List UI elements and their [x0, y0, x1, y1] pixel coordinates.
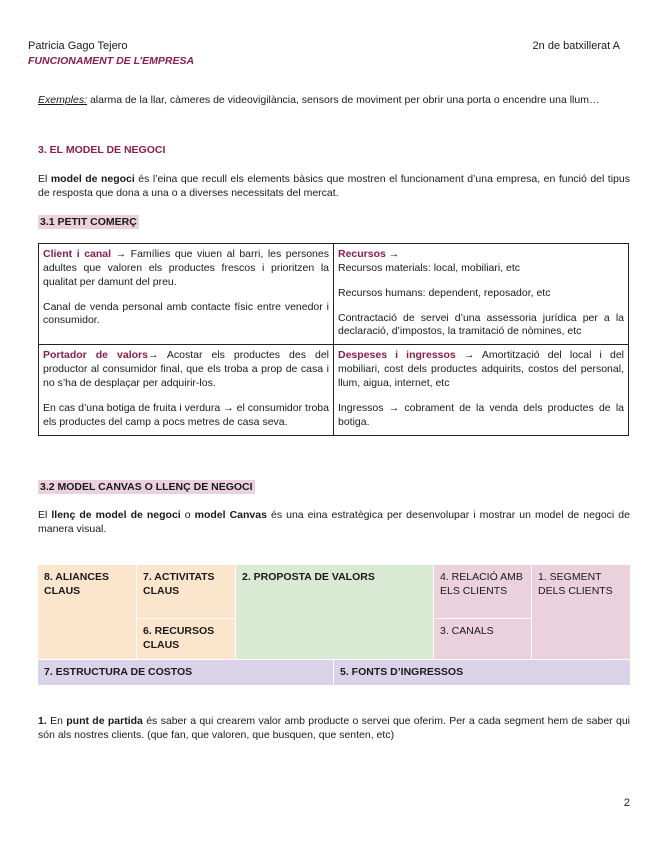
- canvas-intro-post: és una eina estratègica per desenvolupar i mostrar un model de negoci de manera visual.: [38, 509, 630, 535]
- page-number: 2: [623, 797, 630, 809]
- author-name: Patricia Gago Tejero: [28, 40, 128, 52]
- point-1-text: és saber a qui crearem valor amb producte o servei que oferim. Per a cada segment hem de saber qui són als nostres clients. (que fan, que valoren, que busquen, que senten, etc): [38, 715, 630, 741]
- course-label: 2n de batxillerat A: [532, 40, 620, 52]
- section-31-title: 3.1 PETIT COMERÇ: [40, 216, 137, 228]
- value-cell: [39, 345, 334, 435]
- income-text: Ingressos → cobrament de la venda dels productes de la botiga.: [338, 401, 624, 428]
- channel-text: Canal de venda personal amb contacte físic entre venedor i consumidor.: [43, 300, 329, 327]
- section-31-heading: [38, 216, 630, 230]
- canvas-customer-segments: 1. SEGMENT DELS CLIENTS: [532, 565, 631, 660]
- client-channel-cell: [39, 244, 334, 345]
- resources-label: Recursos: [338, 248, 386, 260]
- resources-service: Contractació de servei d’una assessoria jurídica per a la declaració, d’impostos, la tramitació de nòmines, etc: [338, 311, 624, 338]
- value-text: → Acostar els productes des del productor al consumidor final, que els troba a prop de casa i no s’ha de desplaçar per adquirir-los.: [43, 349, 329, 390]
- resources-arrow: →: [385, 248, 400, 260]
- canvas-customer-relationships: 4. RELACIÓ AMB ELS CLIENTS: [434, 565, 532, 619]
- canvas-intro-bold1: llenç de model de negoci: [51, 509, 181, 521]
- client-text: → Famílies que viuen al barri, les persones adultes que valoren els productes frescos i prioritzen la qualitat per damunt del preu.: [43, 248, 329, 288]
- canvas-intro-bold2: model Canvas: [194, 509, 267, 521]
- examples-text: alarma de la llar, càmeres de videovigilància, sensors de moviment per obrir una porta o encendre una llum…: [87, 94, 600, 106]
- resources-cell: [334, 244, 629, 345]
- canvas-cost-structure: 7. ESTRUCTURA DE COSTOS: [38, 660, 334, 686]
- section-32-intro: [38, 509, 630, 537]
- canvas-key-partners: 8. ALIANCES CLAUS: [38, 565, 137, 660]
- point-1-paragraph: [38, 715, 630, 743]
- canvas-intro-mid: o: [180, 509, 195, 521]
- client-label: Client i canal: [43, 248, 112, 260]
- resources-human: Recursos humans: dependent, reposador, etc: [338, 286, 551, 299]
- canvas-key-activities: 7. ACTIVITATS CLAUS: [137, 565, 236, 619]
- intro-post: és l’eina que recull els elements bàsics que mostren el funcionament d’una empresa, en funció del tipus de resposta que dona a una o a diverses necessitats del mercat.: [38, 173, 630, 199]
- examples-label: Exemples:: [38, 94, 88, 106]
- value-example: En cas d’una botiga de fruita i verdura → el consumidor troba els productes del camp a pocs metres de casa seva.: [43, 401, 329, 428]
- point-1-bold: punt de partida: [66, 715, 143, 727]
- expenses-cell: [334, 345, 629, 435]
- canvas-value-proposition: 2. PROPOSTA DE VALORS: [236, 565, 434, 660]
- value-label: Portador de valors: [43, 349, 148, 362]
- intro-pre: El: [38, 173, 51, 185]
- canvas-intro-pre: El: [38, 509, 52, 521]
- point-1-number: 1.: [38, 715, 47, 727]
- section-32-heading: [38, 481, 630, 495]
- canvas-revenue-streams: 5. FONTS D’INGRESSOS: [334, 660, 631, 686]
- point-1-pre: En: [46, 715, 67, 727]
- small-business-table: [38, 243, 629, 436]
- subject-title: FUNCIONAMENT DE L’EMPRESA: [28, 55, 195, 67]
- intro-bold: model de negoci: [50, 173, 135, 185]
- canvas-channels: 3. CANALS: [434, 619, 532, 660]
- expenses-text: → Amortització del local i del mobiliari, cost dels productes adquirits, costos del personal, llum, aigua, internet, etc: [338, 349, 624, 390]
- examples-paragraph: [38, 94, 630, 108]
- section-32-title: 3.2 MODEL CANVAS O LLENÇ DE NEGOCI: [40, 481, 253, 493]
- section-3-intro: [38, 173, 630, 201]
- expenses-label: Despeses i ingressos: [338, 349, 456, 362]
- section-3-title: 3. EL MODEL DE NEGOCI: [38, 144, 166, 156]
- canvas-key-resources: 6. RECURSOS CLAUS: [137, 619, 236, 660]
- resources-material: Recursos materials: local, mobiliari, etc: [338, 261, 521, 274]
- business-model-canvas: [38, 565, 631, 686]
